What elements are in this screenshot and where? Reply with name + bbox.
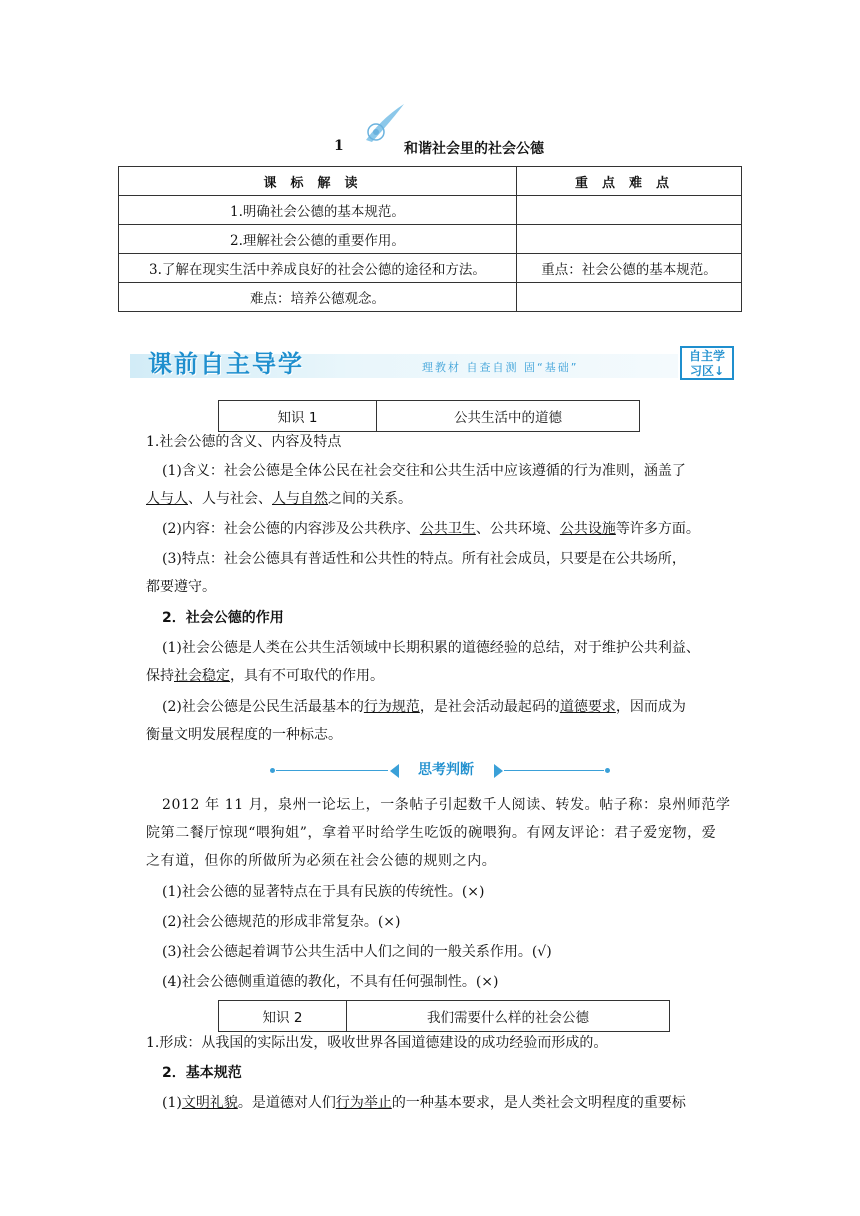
paragraph: 衡量文明发展程度的一种标志。 <box>146 727 342 743</box>
judge-item: (3)社会公德起着调节公共生活中人们之间的一般关系作用。(√) <box>162 944 552 960</box>
standards-cell: 3.了解在现实生活中养成良好的社会公德的途径和方法。 <box>119 254 517 283</box>
paragraph: (1)社会公德是人类在公共生活领域中长期积累的道德经验的总结，对于维护公共利益、 <box>162 640 700 656</box>
knowledge1-header <box>218 400 640 432</box>
underlined-term: 公共卫生 <box>419 521 476 537</box>
paragraph: (1)文明礼貌。是道德对人们行为举止的一种基本要求，是人类社会文明程度的重要标 <box>162 1095 686 1111</box>
underlined-term: 行为举止 <box>335 1095 392 1111</box>
standards-header-right: 重点难点 <box>517 167 742 196</box>
standards-cell <box>517 283 742 312</box>
underlined-term: 社会稳定 <box>174 668 230 684</box>
underlined-term: 道德要求 <box>559 699 616 715</box>
table-row <box>119 196 742 225</box>
paragraph: (2)社会公德是公民生活最基本的行为规范，是社会活动最起码的道德要求，因而成为 <box>162 699 686 715</box>
knowledge-title: 我们需要什么样的社会公德 <box>347 1001 670 1032</box>
standards-table <box>118 166 742 312</box>
underlined-term: 行为规范 <box>363 699 420 715</box>
judge-item: (2)社会公德规范的形成非常复杂。(×) <box>162 914 401 930</box>
case-text: 2012 年 11 月，泉州一论坛上，一条帖子引起数千人阅读、转发。帖子称：泉州师范学 <box>162 797 731 813</box>
case-text: 院第二餐厅惊现“喂狗姐”，拿着平时给学生吃饭的碗喂狗。有网友评论：君子爱宠物，爱 <box>146 825 717 841</box>
section-banner <box>130 344 736 380</box>
divider-line <box>504 770 604 771</box>
box-line: 习区↓ <box>689 364 725 378</box>
underlined-term: 文明礼貌 <box>181 1095 238 1111</box>
paragraph: (1)含义：社会公德是全体公民在社会交往和公共生活中应该遵循的行为准则，涵盖了 <box>162 463 686 479</box>
underlined-term: 人与自然 <box>272 491 328 507</box>
lesson-title-row <box>0 138 860 160</box>
table-row <box>119 254 742 283</box>
standards-cell: 难点：培养公德观念。 <box>119 283 517 312</box>
banner-title: 课前自主导学 <box>148 350 304 378</box>
self-study-button[interactable] <box>680 346 734 380</box>
standards-header-left: 课标解读 <box>119 167 517 196</box>
paragraph: (2)内容：社会公德的内容涉及公共秩序、公共卫生、公共环境、公共设施等许多方面。 <box>162 521 700 537</box>
judge-item: (1)社会公德的显著特点在于具有民族的传统性。(×) <box>162 884 485 900</box>
box-line: 自主学 <box>688 349 725 363</box>
heading: 2．基本规范 <box>162 1065 242 1081</box>
paragraph: 人与人、人与社会、人与自然之间的关系。 <box>146 491 412 507</box>
table-row <box>119 283 742 312</box>
triangle-right-icon <box>494 764 503 778</box>
banner-subtitle: 理教材 自查自测 固“基础” <box>422 361 579 374</box>
knowledge-title: 公共生活中的道德 <box>377 401 640 432</box>
standards-cell: 重点：社会公德的基本规范。 <box>517 254 742 283</box>
underlined-term: 公共设施 <box>559 521 616 537</box>
paragraph: 保持社会稳定，具有不可取代的作用。 <box>146 668 384 684</box>
heading: 1.社会公德的含义、内容及特点 <box>146 434 342 450</box>
divider-line <box>276 770 388 771</box>
knowledge2-header <box>218 1000 670 1032</box>
table-row <box>119 225 742 254</box>
paragraph: (3)特点：社会公德具有普适性和公共性的特点。所有社会成员，只要是在公共场所， <box>162 551 686 567</box>
standards-cell: 2.理解社会公德的重要作用。 <box>119 225 517 254</box>
standards-cell: 1.明确社会公德的基本规范。 <box>119 196 517 225</box>
underlined-term: 人与人 <box>146 491 188 507</box>
divider-dot <box>605 768 610 773</box>
lesson-number: 1 <box>334 138 344 154</box>
judge-item: (4)社会公德侧重道德的教化，不具有任何强制性。(×) <box>162 974 499 990</box>
knowledge-label: 知识 1 <box>219 401 377 432</box>
lesson-title: 和谐社会里的社会公德 <box>404 141 544 157</box>
standards-cell <box>517 225 742 254</box>
think-judge-label: 思考判断 <box>418 762 474 778</box>
paragraph: 都要遵守。 <box>146 579 216 595</box>
heading: 2．社会公德的作用 <box>162 610 284 626</box>
case-text: 之有道，但你的所做所为必须在社会公德的规则之内。 <box>146 853 497 869</box>
think-judge-divider <box>270 760 610 782</box>
divider-dot <box>270 768 275 773</box>
paragraph: 1.形成：从我国的实际出发，吸收世界各国道德建设的成功经验而形成的。 <box>146 1035 608 1051</box>
knowledge-label: 知识 2 <box>219 1001 347 1032</box>
standards-cell <box>517 196 742 225</box>
